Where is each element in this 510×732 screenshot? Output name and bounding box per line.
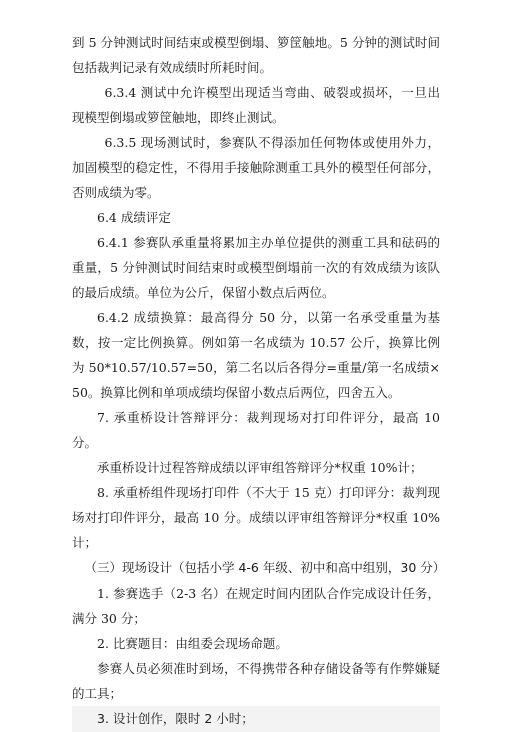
- paragraph-6-3-5: 6.3.5 现场测试时，参赛队不得添加任何物体或使用外力，加固模型的稳定性，不得用手接触除测重工具外的模型任何部分，否则成绩为零。: [72, 135, 440, 200]
- paragraph-item-8: 8. 承重桥组件现场打印件（不大于 15 克）打印评分：裁判现场对打印件评分，最高 10 分。成绩以评审组答辩评分*权重 10%计；: [72, 485, 440, 550]
- paragraph-onsite-1: 1. 参赛选手（2-3 名）在规定时间内团队合作完成设计任务，满分 30 分；: [72, 586, 440, 626]
- document-page: [72, 30, 446, 732]
- section-heading-onsite-design: （三）现场设计（包括小学 4-6 年级、初中和高中组别，30 分）: [84, 560, 446, 575]
- paragraph-onsite-3: 3. 设计创作，限时 2 小时；: [72, 706, 440, 732]
- paragraph-onsite-2: 2. 比赛题目：由组委会现场命题。: [97, 636, 288, 651]
- paragraph-6-3-4: 6.3.4 测试中允许模型出现适当弯曲、破裂或损坏，一旦出现模型倒塌或箩筐触地，即终止测试。: [72, 85, 440, 125]
- paragraph-onsite-rules: 参赛人员必须准时到场，不得携带各种存储设备等有作弊嫌疑的工具；: [72, 661, 440, 701]
- paragraph-item-7-detail: 承重桥设计过程答辩成绩以评审组答辩评分*权重 10%计；: [97, 460, 423, 475]
- paragraph-intro: 到 5 分钟测试时间结束或模型倒塌、箩筐触地。5 分钟的测试时间包括裁判记录有效成绩时所耗时间。: [72, 35, 440, 75]
- paragraph-6-4-1: 6.4.1 参赛队承重量将累加主办单位提供的测重工具和砝码的重量，5 分钟测试时间结束时或模型倒塌前一次的有效成绩为该队的最后成绩。单位为公斤，保留小数点后两位。: [72, 235, 440, 300]
- paragraph-6-4-2: 6.4.2 成绩换算：最高得分 50 分，以第一名承受重量为基数，按一定比例换算。例如第一名成绩为 10.57 公斤，换算比例为 50*10.57/10.57=50，第二名以后各得分=重量/第一名成绩×50。换算比例和单项成绩均保留小数点后两位，四舍五入。: [72, 310, 440, 400]
- paragraph-item-7: 7. 承重桥设计答辩评分：裁判现场对打印件评分，最高 10 分。: [72, 410, 440, 450]
- section-heading-6-4: 6.4 成绩评定: [97, 210, 171, 225]
